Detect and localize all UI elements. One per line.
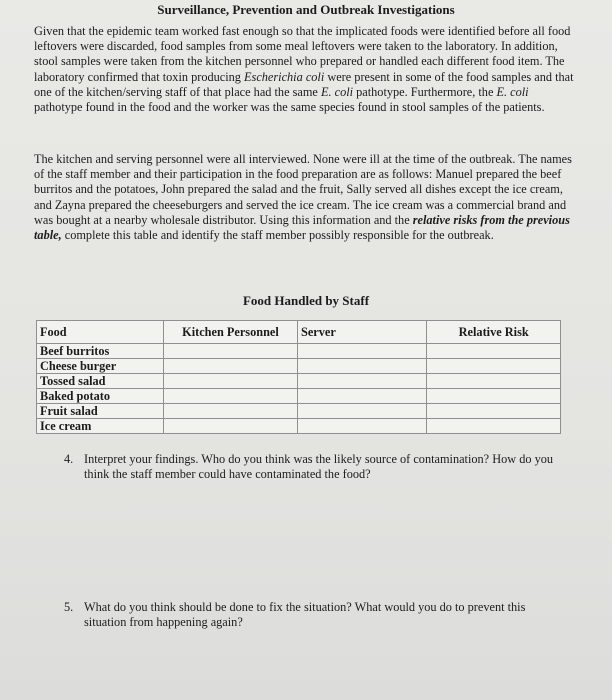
- kitchen-personnel-cell[interactable]: [163, 389, 297, 404]
- p2-text-2: complete this table and identify the staff member possibly responsible for the outbreak.: [61, 228, 494, 243]
- food-cell: Fruit salad: [37, 404, 164, 419]
- p1-text-4: pathotype found in the food and the worker was the same species found in stool samples of the patients.: [34, 100, 545, 115]
- server-cell[interactable]: [298, 359, 427, 374]
- p1-text-1: Given that the epidemic team worked fast enough so that the implicated foods were identified before all food leftovers were discarded, food samples from some meal leftovers were taken to the laboratory. In addition, stool samples were taken from the kitchen personnel who prepared or handled each different food item. The laboratory confirmed that toxin producing: [34, 24, 571, 84]
- paragraph-lab-findings: [34, 24, 574, 115]
- food-cell: Ice cream: [37, 419, 164, 434]
- food-cell: Tossed salad: [37, 374, 164, 389]
- relative-risk-cell[interactable]: [427, 419, 561, 434]
- p2-text-1: The kitchen and serving personnel were all interviewed. None were ill at the time of the outbreak. The names of the staff member and their participation in the food preparation are as follows: Manuel prepared the beef burritos and the potatoes, John prepared the salad and the fruit, Sally served all dishes except the ice cream, and Zayna prepared the cheeseburgers and served the ice cream. The ice cream was a commercial brand and was bought at a nearby wholesale distributor. Using this information and the: [34, 152, 572, 227]
- question-text: Interpret your findings. Who do you think was the likely source of contamination? How do you think the staff member could have contaminated the food?: [84, 452, 554, 482]
- question-number: 5.: [64, 600, 74, 614]
- kitchen-personnel-cell[interactable]: [163, 359, 297, 374]
- table-row: [37, 404, 561, 419]
- paragraph-staff-interviews: [34, 152, 574, 243]
- table-title: Food Handled by Staff: [242, 293, 370, 308]
- food-cell: Beef burritos: [37, 344, 164, 359]
- server-cell[interactable]: [298, 344, 427, 359]
- relative-risk-cell[interactable]: [427, 359, 561, 374]
- header-food: Food: [37, 321, 164, 344]
- food-cell: Baked potato: [37, 389, 164, 404]
- server-cell[interactable]: [298, 404, 427, 419]
- server-cell[interactable]: [298, 389, 427, 404]
- p1-text-2: were present in some of the food samples and that one of the kitchen/serving staff of that place had the same: [34, 69, 574, 99]
- relative-risk-cell[interactable]: [427, 374, 561, 389]
- table-row: [37, 374, 561, 389]
- kitchen-personnel-cell[interactable]: [163, 374, 297, 389]
- p1-italic-ecoli-2: E. coli: [320, 84, 354, 99]
- question-4: [64, 452, 564, 482]
- p1-italic-ecoli-3: E. coli: [496, 84, 529, 99]
- kitchen-personnel-cell[interactable]: [163, 404, 297, 419]
- food-handled-table: [36, 320, 561, 434]
- table-row: [37, 359, 561, 374]
- header-kitchen-personnel: Kitchen Personnel: [163, 321, 297, 344]
- server-cell[interactable]: [298, 374, 427, 389]
- header-relative-risk: Relative Risk: [427, 321, 561, 344]
- p1-italic-ecoli: Escherichia coli: [244, 69, 325, 84]
- p2-bold-italic: relative risks from the previous table,: [34, 212, 570, 243]
- header-server: Server: [298, 321, 427, 344]
- question-5: [64, 600, 564, 630]
- relative-risk-cell[interactable]: [427, 404, 561, 419]
- table-row: [37, 344, 561, 359]
- relative-risk-cell[interactable]: [427, 344, 561, 359]
- table-header-row: [37, 321, 561, 344]
- food-cell: Cheese burger: [37, 359, 164, 374]
- kitchen-personnel-cell[interactable]: [163, 419, 297, 434]
- question-text: What do you think should be done to fix the situation? What would you do to prevent this situation from happening again?: [84, 600, 526, 630]
- page-title: Surveillance, Prevention and Outbreak Investigations: [157, 2, 455, 17]
- table-row: [37, 419, 561, 434]
- kitchen-personnel-cell[interactable]: [163, 344, 297, 359]
- p1-text-3: pathotype. Furthermore, the: [353, 84, 497, 99]
- relative-risk-cell[interactable]: [427, 389, 561, 404]
- server-cell[interactable]: [298, 419, 427, 434]
- table-row: [37, 389, 561, 404]
- question-number: 4.: [64, 452, 74, 466]
